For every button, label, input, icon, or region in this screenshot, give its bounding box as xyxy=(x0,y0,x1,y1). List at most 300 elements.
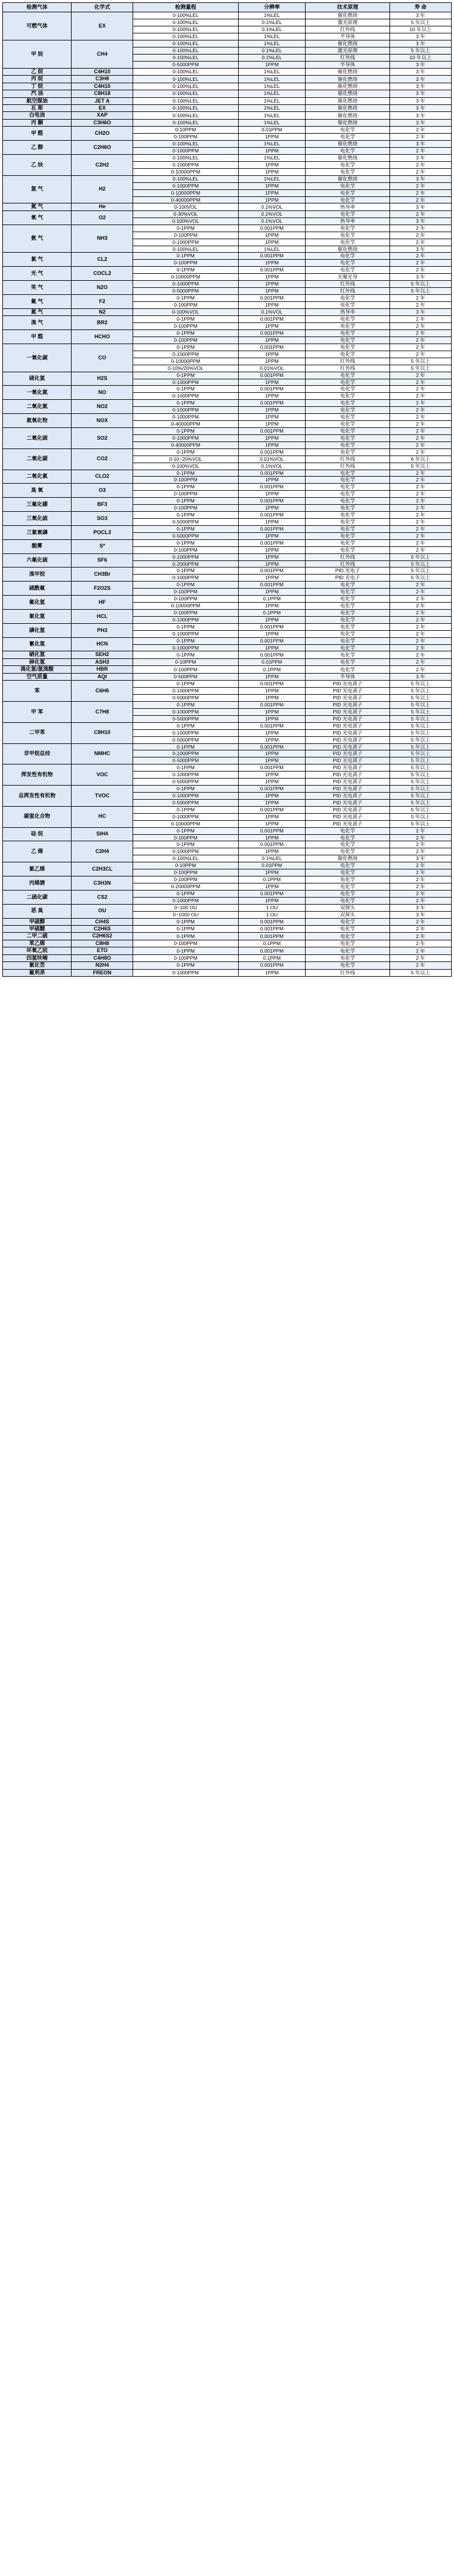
cell-resolution: 0.1%VOL xyxy=(238,218,306,225)
cell-range: 0-100%VOL xyxy=(133,463,238,470)
cell-technology: 电化学 xyxy=(306,330,389,337)
cell-technology: 电化学 xyxy=(306,379,389,386)
cell-life: 5 年以上 xyxy=(389,19,451,26)
cell-life: 2 年 xyxy=(389,505,451,512)
cell-technology: 电化学 xyxy=(306,344,389,351)
cell-life: 10 年以上 xyxy=(389,26,451,33)
cell-formula: ASH3 xyxy=(72,658,133,665)
cell-resolution: 1PPM xyxy=(238,897,306,904)
cell-formula: PH3 xyxy=(72,623,133,637)
table-row xyxy=(3,786,452,793)
cell-gas: 可燃气体 xyxy=(3,12,72,40)
cell-gas: 非甲烷总烃 xyxy=(3,743,72,764)
cell-formula: CLO2 xyxy=(72,470,133,484)
cell-life: 2 年 xyxy=(389,623,451,630)
cell-resolution: 1PPM xyxy=(238,532,306,539)
cell-technology: PID 光电离子 xyxy=(306,757,389,764)
cell-life: 2 年 xyxy=(389,834,451,841)
cell-range: 0-1000PPM xyxy=(133,969,238,976)
cell-technology: 电化学 xyxy=(306,477,389,484)
cell-resolution: 0.01%VOL xyxy=(238,456,306,463)
cell-formula: C4H10 xyxy=(72,83,133,90)
table-row xyxy=(3,539,452,546)
cell-formula: SEH2 xyxy=(72,651,133,658)
cell-life: 5 年以上 xyxy=(389,681,451,688)
cell-resolution: 0.001PPM xyxy=(238,827,306,834)
cell-resolution: 1PPM xyxy=(238,182,306,189)
cell-technology: 电化学 xyxy=(306,484,389,491)
cell-resolution: 1PPM xyxy=(238,148,306,155)
cell-range: 0-100PPM xyxy=(133,505,238,512)
cell-resolution: 0.001PPM xyxy=(238,448,306,456)
cell-range: 0-100PPM xyxy=(133,666,238,673)
cell-life: 2 年 xyxy=(389,148,451,155)
cell-technology: 半导体 xyxy=(306,673,389,680)
cell-gas: 二硫化碳 xyxy=(3,890,72,904)
cell-technology: 电化学 xyxy=(306,316,389,323)
cell-technology: PID 光电离子 xyxy=(306,743,389,750)
cell-resolution: 1PPM xyxy=(238,161,306,168)
cell-range: 0-1PPM xyxy=(133,372,238,379)
cell-formula: EX xyxy=(72,105,133,112)
table-row xyxy=(3,316,452,323)
cell-resolution: 1PPM xyxy=(238,441,306,448)
cell-range: 0-1PPM xyxy=(133,582,238,589)
cell-resolution: 0.001PPM xyxy=(238,947,306,954)
cell-technology: 电化学 xyxy=(306,623,389,630)
table-row xyxy=(3,890,452,897)
cell-resolution: 0.1PPM xyxy=(238,666,306,673)
cell-technology: PID 光电离子 xyxy=(306,708,389,715)
cell-technology: 激光原理 xyxy=(306,19,389,26)
cell-range: 0-1PPM xyxy=(133,702,238,709)
table-row xyxy=(3,512,452,519)
cell-life: 2 年 xyxy=(389,253,451,260)
cell-gas: 一氧化氮 xyxy=(3,386,72,400)
cell-technology: 电化学 xyxy=(306,441,389,448)
cell-gas: 氢 气 xyxy=(3,175,72,203)
cell-gas: 氯乙烯 xyxy=(3,862,72,876)
cell-resolution: 1PPM xyxy=(238,553,306,560)
cell-formula: CL2 xyxy=(72,253,133,267)
cell-technology: PID 光电离子 xyxy=(306,715,389,722)
cell-formula: O2 xyxy=(72,210,133,225)
cell-technology: 电化学 xyxy=(306,498,389,505)
cell-life: 5 年以上 xyxy=(389,560,451,567)
cell-resolution: 0.1%LEL xyxy=(238,47,306,55)
cell-range: 0-1000PPM xyxy=(133,239,238,246)
table-row xyxy=(3,119,452,126)
cell-technology: 激光原理 xyxy=(306,47,389,55)
cell-range: 0-1PPM xyxy=(133,344,238,351)
cell-resolution: 0.01PPM xyxy=(238,127,306,134)
cell-life: 2 年 xyxy=(389,498,451,505)
cell-life: 2 年 xyxy=(389,658,451,665)
cell-technology: 电化学 xyxy=(306,294,389,301)
cell-range: 0-100%LEL xyxy=(133,119,238,126)
cell-resolution: 0.1%VOL xyxy=(238,463,306,470)
cell-range: 0-1000PPM xyxy=(133,848,238,855)
table-row xyxy=(3,876,452,883)
cell-range: 0-1PPM xyxy=(133,267,238,274)
cell-formula: FREON xyxy=(72,969,133,976)
cell-range: 0-1PPM xyxy=(133,681,238,688)
cell-range: 0-1PPM xyxy=(133,764,238,772)
cell-formula: C8H8 xyxy=(72,940,133,947)
table-row xyxy=(3,940,452,947)
cell-range: 0-100%LEL xyxy=(133,40,238,47)
cell-resolution: 1PPM xyxy=(238,603,306,610)
cell-technology: 电化学 xyxy=(306,918,389,925)
cell-technology: 电化学 xyxy=(306,518,389,525)
cell-life: 3 年 xyxy=(389,90,451,97)
cell-resolution: 1%LEL xyxy=(238,175,306,182)
cell-range: 0-100%LEL xyxy=(133,105,238,112)
cell-technology: PID 光电离子 xyxy=(306,750,389,757)
cell-life: 2 年 xyxy=(389,330,451,337)
table-row xyxy=(3,112,452,119)
cell-life: 5 年以上 xyxy=(389,722,451,729)
cell-range: 0-100PPM xyxy=(133,940,238,947)
cell-technology: 电化学 xyxy=(306,609,389,616)
cell-resolution: 1PPM xyxy=(238,260,306,267)
cell-gas: 甲硫醇 xyxy=(3,918,72,925)
cell-formula: SF6 xyxy=(72,553,133,567)
table-row xyxy=(3,743,452,750)
cell-technology: 电化学 xyxy=(306,168,389,175)
cell-formula: EX xyxy=(72,12,133,40)
cell-formula: HC xyxy=(72,806,133,827)
cell-technology: 电化学 xyxy=(306,834,389,841)
cell-technology: 红外线 xyxy=(306,54,389,61)
cell-resolution: 1PPM xyxy=(238,379,306,386)
cell-life: 3 年 xyxy=(389,175,451,182)
cell-resolution: 0.001PPM xyxy=(238,651,306,658)
cell-formula: SO2 xyxy=(72,427,133,448)
cell-life: 3 年 xyxy=(389,218,451,225)
cell-range: 0-10000PPM xyxy=(133,274,238,281)
cell-resolution: 0.001PPM xyxy=(238,786,306,793)
cell-formula: CS2 xyxy=(72,890,133,904)
cell-formula: OU xyxy=(72,904,133,918)
cell-life: 5 年以上 xyxy=(389,358,451,365)
cell-life: 3 年 xyxy=(389,119,451,126)
cell-resolution: 1PPM xyxy=(238,232,306,239)
cell-technology: 热导率 xyxy=(306,308,389,315)
cell-formula: C2H2 xyxy=(72,155,133,176)
cell-resolution: 0.1%VOL xyxy=(238,210,306,218)
cell-formula: SIH4 xyxy=(72,827,133,841)
cell-life: 2 年 xyxy=(389,666,451,673)
cell-technology: 电化学 xyxy=(306,933,389,940)
table-row xyxy=(3,651,452,658)
cell-resolution: 0.1PPM xyxy=(238,876,306,883)
cell-formula: NO xyxy=(72,386,133,400)
table-row xyxy=(3,175,452,182)
cell-gas: 瓦 斯 xyxy=(3,105,72,112)
cell-formula: TVOC xyxy=(72,786,133,807)
cell-technology: 电化学 xyxy=(306,323,389,330)
cell-gas: 乙 醇 xyxy=(3,141,72,155)
cell-resolution: 1PPM xyxy=(238,708,306,715)
cell-life: 2 年 xyxy=(389,827,451,834)
cell-gas: 航空煤油 xyxy=(3,97,72,104)
cell-life: 2 年 xyxy=(389,294,451,301)
cell-gas: 溴化氢/氢溴酸 xyxy=(3,666,72,673)
cell-resolution: 0.001PPM xyxy=(238,926,306,933)
table-row xyxy=(3,427,452,434)
cell-technology: 红外线 xyxy=(306,281,389,288)
cell-technology: 电化学 xyxy=(306,637,389,644)
cell-life: 2 年 xyxy=(389,301,451,308)
cell-resolution: 0.001PPM xyxy=(238,567,306,575)
cell-technology: 红外线 xyxy=(306,553,389,560)
cell-life: 2 年 xyxy=(389,609,451,616)
cell-range: 0-10000PPM xyxy=(133,603,238,610)
cell-formula: C4H10 xyxy=(72,68,133,75)
cell-range: 0-40000PPM xyxy=(133,421,238,428)
cell-range: 0-1000PPM xyxy=(133,182,238,189)
cell-technology: 电化学 xyxy=(306,400,389,407)
table-row xyxy=(3,827,452,834)
cell-range: 0-1PPM xyxy=(133,743,238,750)
cell-resolution: 1PPM xyxy=(238,491,306,498)
cell-life: 5 年以上 xyxy=(389,695,451,702)
cell-life: 3 年 xyxy=(389,12,451,19)
cell-technology: PID 光电离子 xyxy=(306,820,389,827)
cell-technology: 电化学 xyxy=(306,427,389,434)
cell-resolution: 0.001PPM xyxy=(238,427,306,434)
cell-resolution: 0.001PPM xyxy=(238,267,306,274)
cell-range: 0-5000PPM xyxy=(133,532,238,539)
cell-resolution: 1PPM xyxy=(238,168,306,175)
cell-range: 0-100VOL xyxy=(133,203,238,210)
cell-gas: 二氧化氮 xyxy=(3,400,72,414)
cell-gas: 空气质量 xyxy=(3,673,72,680)
cell-technology: 电化学 xyxy=(306,546,389,553)
cell-life: 2 年 xyxy=(389,589,451,596)
cell-formula: He xyxy=(72,203,133,210)
cell-range: 0-5000PPM xyxy=(133,715,238,722)
cell-life: 2 年 xyxy=(389,427,451,434)
cell-range: 0-100%VOL xyxy=(133,218,238,225)
cell-formula: CH2O xyxy=(72,127,133,141)
cell-formula: HCHO xyxy=(72,330,133,344)
table-row xyxy=(3,372,452,379)
cell-life: 2 年 xyxy=(389,400,451,407)
cell-life: 2 年 xyxy=(389,434,451,441)
cell-formula: AQI xyxy=(72,673,133,680)
table-row xyxy=(3,386,452,393)
cell-resolution: 1PPM xyxy=(238,750,306,757)
cell-range: 0-1PPM xyxy=(133,651,238,658)
cell-gas: 甲 醛 xyxy=(3,127,72,141)
cell-technology: 半导体 xyxy=(306,61,389,68)
cell-technology: 电化学 xyxy=(306,890,389,897)
cell-life: 5 年以上 xyxy=(389,779,451,786)
cell-technology: PID 光电离子 xyxy=(306,688,389,695)
cell-technology: 催化燃烧 xyxy=(306,112,389,119)
cell-life: 2 年 xyxy=(389,869,451,876)
table-row xyxy=(3,155,452,162)
cell-formula: COCL2 xyxy=(72,267,133,281)
cell-range: 0-1PPM xyxy=(133,386,238,393)
cell-range: 0-100PPM xyxy=(133,323,238,330)
cell-range: 0-100PPM xyxy=(133,260,238,267)
cell-formula: NOX xyxy=(72,414,133,428)
table-row xyxy=(3,330,452,337)
cell-life: 2 年 xyxy=(389,232,451,239)
cell-resolution: 1PPM xyxy=(238,799,306,806)
cell-resolution: 0.001PPM xyxy=(238,582,306,589)
cell-range: 0-5000PPM xyxy=(133,757,238,764)
cell-technology: 电化学 xyxy=(306,848,389,855)
cell-formula: CH4S xyxy=(72,918,133,925)
cell-gas: 氧 气 xyxy=(3,210,72,225)
cell-life: 5 年以上 xyxy=(389,743,451,750)
cell-life: 3 年 xyxy=(389,274,451,281)
cell-range: 0-100PPM xyxy=(133,869,238,876)
cell-formula: S* xyxy=(72,539,133,553)
cell-technology: 催化燃烧 xyxy=(306,68,389,75)
table-row xyxy=(3,498,452,505)
cell-resolution: 1PPM xyxy=(238,644,306,651)
cell-formula: C2H3CL xyxy=(72,862,133,876)
cell-life: 2 年 xyxy=(389,582,451,589)
cell-life: 2 年 xyxy=(389,189,451,196)
cell-life: 2 年 xyxy=(389,491,451,498)
cell-range: 0-100PPM xyxy=(133,876,238,883)
cell-resolution: 1PPM xyxy=(238,779,306,786)
cell-formula: CH4 xyxy=(72,40,133,69)
cell-life: 2 年 xyxy=(389,386,451,393)
cell-life: 5 年以上 xyxy=(389,575,451,582)
cell-resolution: 1%LEL xyxy=(238,97,306,104)
table-row xyxy=(3,722,452,729)
cell-technology: 红外线 xyxy=(306,969,389,976)
cell-technology: 电化学 xyxy=(306,582,389,589)
cell-range: 0~1000 OU xyxy=(133,911,238,918)
cell-technology: 红外线 xyxy=(306,365,389,372)
cell-formula: F2 xyxy=(72,294,133,308)
cell-technology: 电化学 xyxy=(306,897,389,904)
column-header-formula: 化学式 xyxy=(72,3,133,12)
cell-range: 0-1PPM xyxy=(133,722,238,729)
cell-formula: N2 xyxy=(72,308,133,315)
cell-resolution: 0.001PPM xyxy=(238,253,306,260)
cell-life: 5 年以上 xyxy=(389,792,451,799)
cell-gas: 三氯氧磷 xyxy=(3,525,72,539)
cell-formula: XAP xyxy=(72,112,133,119)
cell-technology: PID 光电离子 xyxy=(306,681,389,688)
cell-technology: 催化燃烧 xyxy=(306,90,389,97)
cell-life: 2 年 xyxy=(389,168,451,175)
cell-life: 3 年 xyxy=(389,76,451,83)
cell-range: 0-40000PPM xyxy=(133,441,238,448)
table-row xyxy=(3,841,452,848)
cell-life: 2 年 xyxy=(389,876,451,883)
cell-range: 0-100PPM xyxy=(133,232,238,239)
cell-gas: 氟化氢 xyxy=(3,596,72,610)
cell-resolution: 0.001PPM xyxy=(238,344,306,351)
table-row xyxy=(3,281,452,288)
cell-range: 0-10000PPM xyxy=(133,358,238,365)
table-row xyxy=(3,623,452,630)
table-row xyxy=(3,141,452,148)
cell-life: 2 年 xyxy=(389,596,451,603)
cell-technology: 电化学 xyxy=(306,644,389,651)
cell-resolution: 0.1%LEL xyxy=(238,26,306,33)
cell-life: 2 年 xyxy=(389,323,451,330)
cell-range: 0-10PPM xyxy=(133,658,238,665)
cell-range: 0-1000PPM xyxy=(133,792,238,799)
cell-range: 0-1PPM xyxy=(133,933,238,940)
cell-resolution: 0.1%VOL xyxy=(238,203,306,210)
cell-technology: 红外线 xyxy=(306,358,389,365)
cell-gas: 乙 炔 xyxy=(3,155,72,176)
cell-resolution: 0.001PPM xyxy=(238,484,306,491)
cell-life: 5 年以上 xyxy=(389,799,451,806)
table-row xyxy=(3,210,452,218)
cell-resolution: 0.001PPM xyxy=(238,637,306,644)
cell-range: 0-10~20%VOL xyxy=(133,456,238,463)
cell-gas: 一氧化碳 xyxy=(3,344,72,372)
cell-life: 2 年 xyxy=(389,260,451,267)
cell-life: 2 年 xyxy=(389,127,451,134)
cell-range: 0-1PPM xyxy=(133,827,238,834)
cell-range: 0-1000PPM xyxy=(133,729,238,736)
table-row xyxy=(3,414,452,421)
cell-gas: 碳氢化合物 xyxy=(3,806,72,827)
cell-resolution: 1%LEL xyxy=(238,12,306,19)
cell-range: 0-100PPM xyxy=(133,954,238,961)
cell-technology: 电化学 xyxy=(306,148,389,155)
cell-range: 0-100PPM xyxy=(133,546,238,553)
cell-formula: NMHC xyxy=(72,743,133,764)
cell-range: 0-1000PPM xyxy=(133,616,238,623)
cell-range: 0-10%/20%VOL xyxy=(133,365,238,372)
cell-life: 3 年 xyxy=(389,33,451,40)
cell-resolution: 0.001PPM xyxy=(238,225,306,232)
cell-technology: PID 光电离子 xyxy=(306,764,389,772)
cell-life: 2 年 xyxy=(389,210,451,218)
cell-gas: 氯化氢 xyxy=(3,609,72,623)
cell-resolution: 1PPM xyxy=(238,358,306,365)
table-row xyxy=(3,68,452,75)
cell-life: 5 年以上 xyxy=(389,820,451,827)
cell-life: 5 年以上 xyxy=(389,702,451,709)
table-row xyxy=(3,127,452,134)
cell-technology: PID 光电离子 xyxy=(306,729,389,736)
cell-technology: PID 光电子 xyxy=(306,567,389,575)
cell-range: 0-1PPM xyxy=(133,918,238,925)
cell-range: 0-100PPM xyxy=(133,477,238,484)
cell-life: 2 年 xyxy=(389,918,451,925)
cell-formula: HBR xyxy=(72,666,133,673)
cell-resolution: 1%LEL xyxy=(238,40,306,47)
cell-life: 3 年 xyxy=(389,246,451,253)
column-header-resolution: 分辨率 xyxy=(238,3,306,12)
cell-resolution: 0.001PPM xyxy=(238,681,306,688)
table-row xyxy=(3,553,452,560)
cell-formula: C3H6O xyxy=(72,119,133,126)
cell-technology: 电化学 xyxy=(306,182,389,189)
table-row xyxy=(3,525,452,532)
cell-resolution: 1PPM xyxy=(238,477,306,484)
cell-resolution: 1PPM xyxy=(238,323,306,330)
cell-life: 2 年 xyxy=(389,532,451,539)
table-row xyxy=(3,448,452,456)
